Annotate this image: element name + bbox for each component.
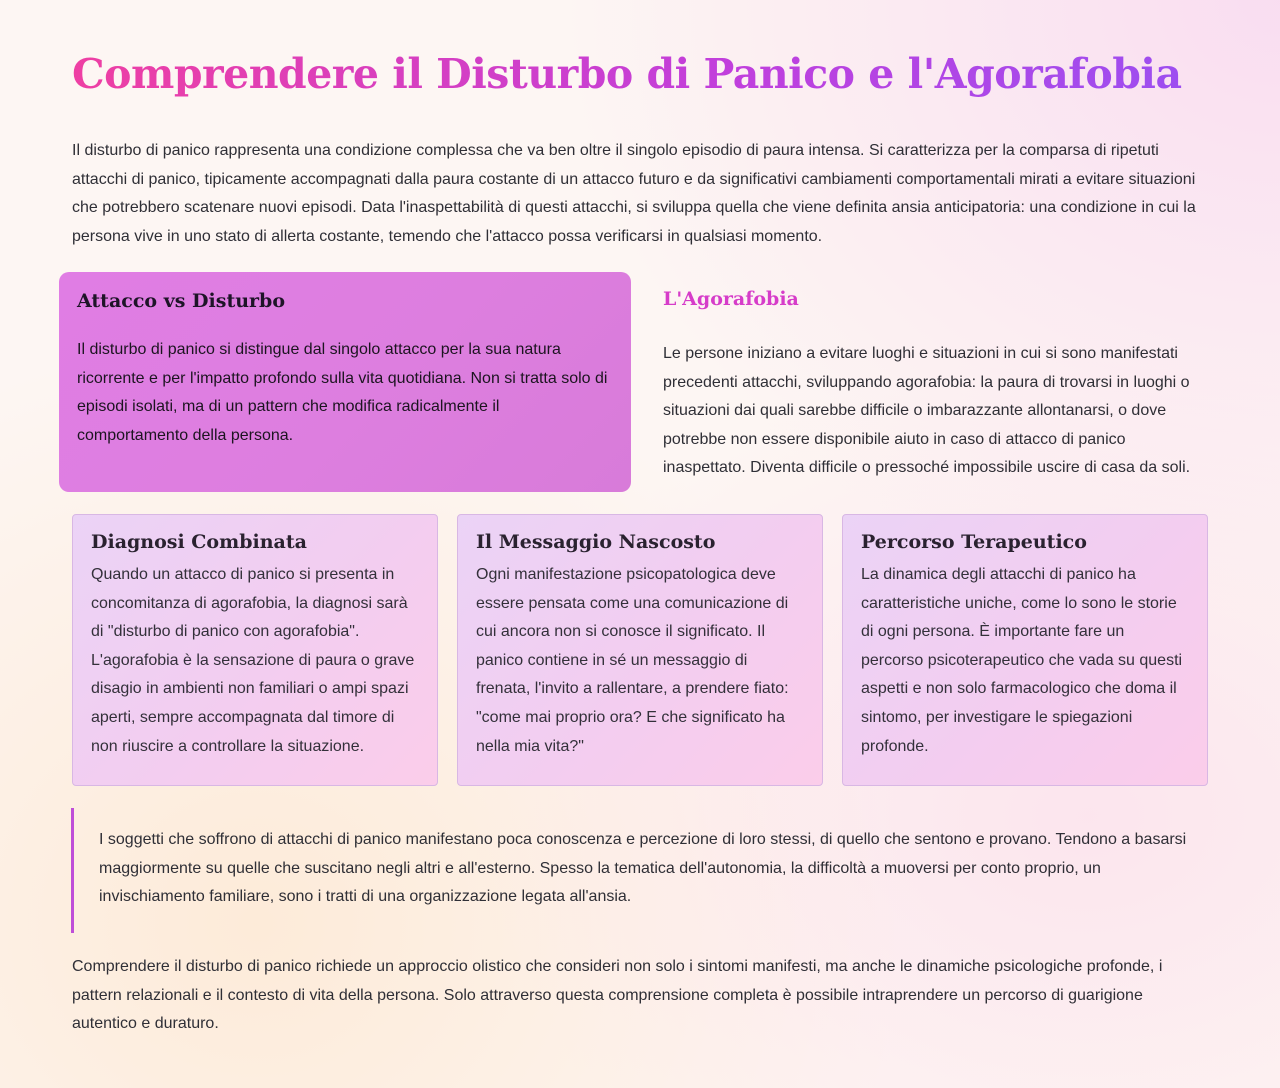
card-text: La dinamica degli attacchi di panico ha caratteristiche uniche, come lo sono le storie di ogni persona. È importante fare un percorso psicoterapeutico che vada su questi aspetti e non solo farmacologico che doma il sintomo, per investigare le spiegazioni profonde. [861,566,1183,755]
blockquote [71,808,1211,933]
agorafobia-heading: L'Agorafobia [663,288,799,310]
intro-paragraph: Il disturbo di panico rappresenta una condizione complessa che va ben oltre il singolo episodio di paura intensa. Si caratterizza per la comparsa di ripetuti attacchi di panico, tipicamente accompagnati dalla paura costante di un attacco futuro e da significativi cambiamenti comportamentali mirati a evitare situazioni che potrebbero scatenare nuovi episodi. Data l'inaspettabilità di questi attacchi, si sviluppa quella che viene definita ansia anticipatoria: una condizione in cui la persona vive in uno stato di allerta costante, temendo che l'attacco possa verificarsi in qualsiasi momento. [72,142,1196,245]
highlight-box-attacco-vs-disturbo [59,272,631,492]
card-heading: Diagnosi Combinata [91,531,307,553]
card-text: Ogni manifestazione psicopatologica deve essere pensata come una comunicazione di cui ancora non si conosce il significato. Il panico contiene in sé un messaggio di frenata, l'invito a rallentare, a prendere fiato: "come mai proprio ora? E che significato ha nella mia vita?" [476,566,789,755]
card-heading: Percorso Terapeutico [861,531,1087,553]
card-diagnosi-combinata [72,514,438,786]
card-messaggio-nascosto [457,514,823,786]
highlight-text: Il disturbo di panico si distingue dal singolo attacco per la sua natura ricorrente e per l'impatto profondo sulla vita quotidiana. Non si tratta solo di episodi isolati, ma di un pattern che modifica radicalmente il comportamento della persona. [77,341,608,444]
highlight-heading: Attacco vs Disturbo [77,290,285,312]
card-text: Quando un attacco di panico si presenta in concomitanza di agorafobia, la diagnosi sarà di "disturbo di panico con agorafobia". L'agorafobia è la sensazione di paura o grave disagio in ambienti non familiari o ampi spazi aperti, sempre accompagnata dal timore di non riuscire a controllare la situazione. [91,566,415,755]
quote-text: I soggetti che soffrono di attacchi di panico manifestano poca conoscenza e percezione di loro stessi, di quello che sentono e provano. Tendono a basarsi maggiormente su quelle che suscitano negli altri e all'esterno. Spesso la tematica dell'autonomia, la difficoltà a muoversi per conto proprio, un invischiamento familiare, sono i tratti di una organizzazione legata all'ansia. [99,831,1187,906]
conclusion-paragraph: Comprendere il disturbo di panico richiede un approccio olistico che consideri non solo i sintomi manifesti, ma anche le dinamiche psicologiche profonde, i pattern relazionali e il contesto di vita della persona. Solo attraverso questa comprensione completa è possibile intraprendere un percorso di guarigione autentico e duraturo. [72,958,1163,1033]
card-percorso-terapeutico [842,514,1208,786]
card-heading: Il Messaggio Nascosto [476,531,716,553]
agorafobia-section [663,288,1203,483]
page-title: Comprendere il Disturbo di Panico e l'Agorafobia [72,50,1182,98]
agorafobia-text: Le persone iniziano a evitare luoghi e situazioni in cui si sono manifestati precedenti attacchi, sviluppando agorafobia: la paura di trovarsi in luoghi o situazioni dai quali sarebbe difficile o imbarazzante allontanarsi, o dove potrebbe non essere disponibile aiuto in caso di attacco di panico inaspettato. Diventa difficile o pressoché impossibile uscire di casa da soli. [663,345,1191,477]
